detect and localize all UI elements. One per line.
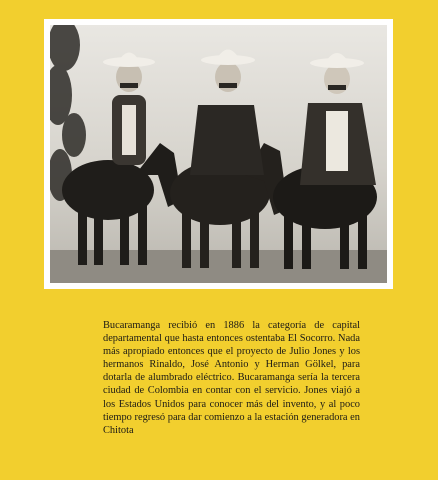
photo-illustration [50,25,387,283]
photo-frame [44,19,393,289]
rider-right [300,53,376,185]
historic-photo-three-horsemen [50,25,387,283]
rider-left [103,53,155,166]
caption-paragraph: Bucaramanga recibió en 1886 la categoría de capital departamental que hasta entonces ostentaba El Socorro. Nada más apropiado entonces que el proyecto de Julio Jones y los hermanos Rinaldo, José Antonio y Herman Gölkel, para dotarla de alumbrado eléctrico. Bucaramanga sería la tercera ciudad de Colombia en contar con el servicio. Jones viajó a los Estados Unidos para conocer más del invento, y al poco tiempo regresó para dar comienzo a la estación generadora en Chitota [103,320,360,436]
